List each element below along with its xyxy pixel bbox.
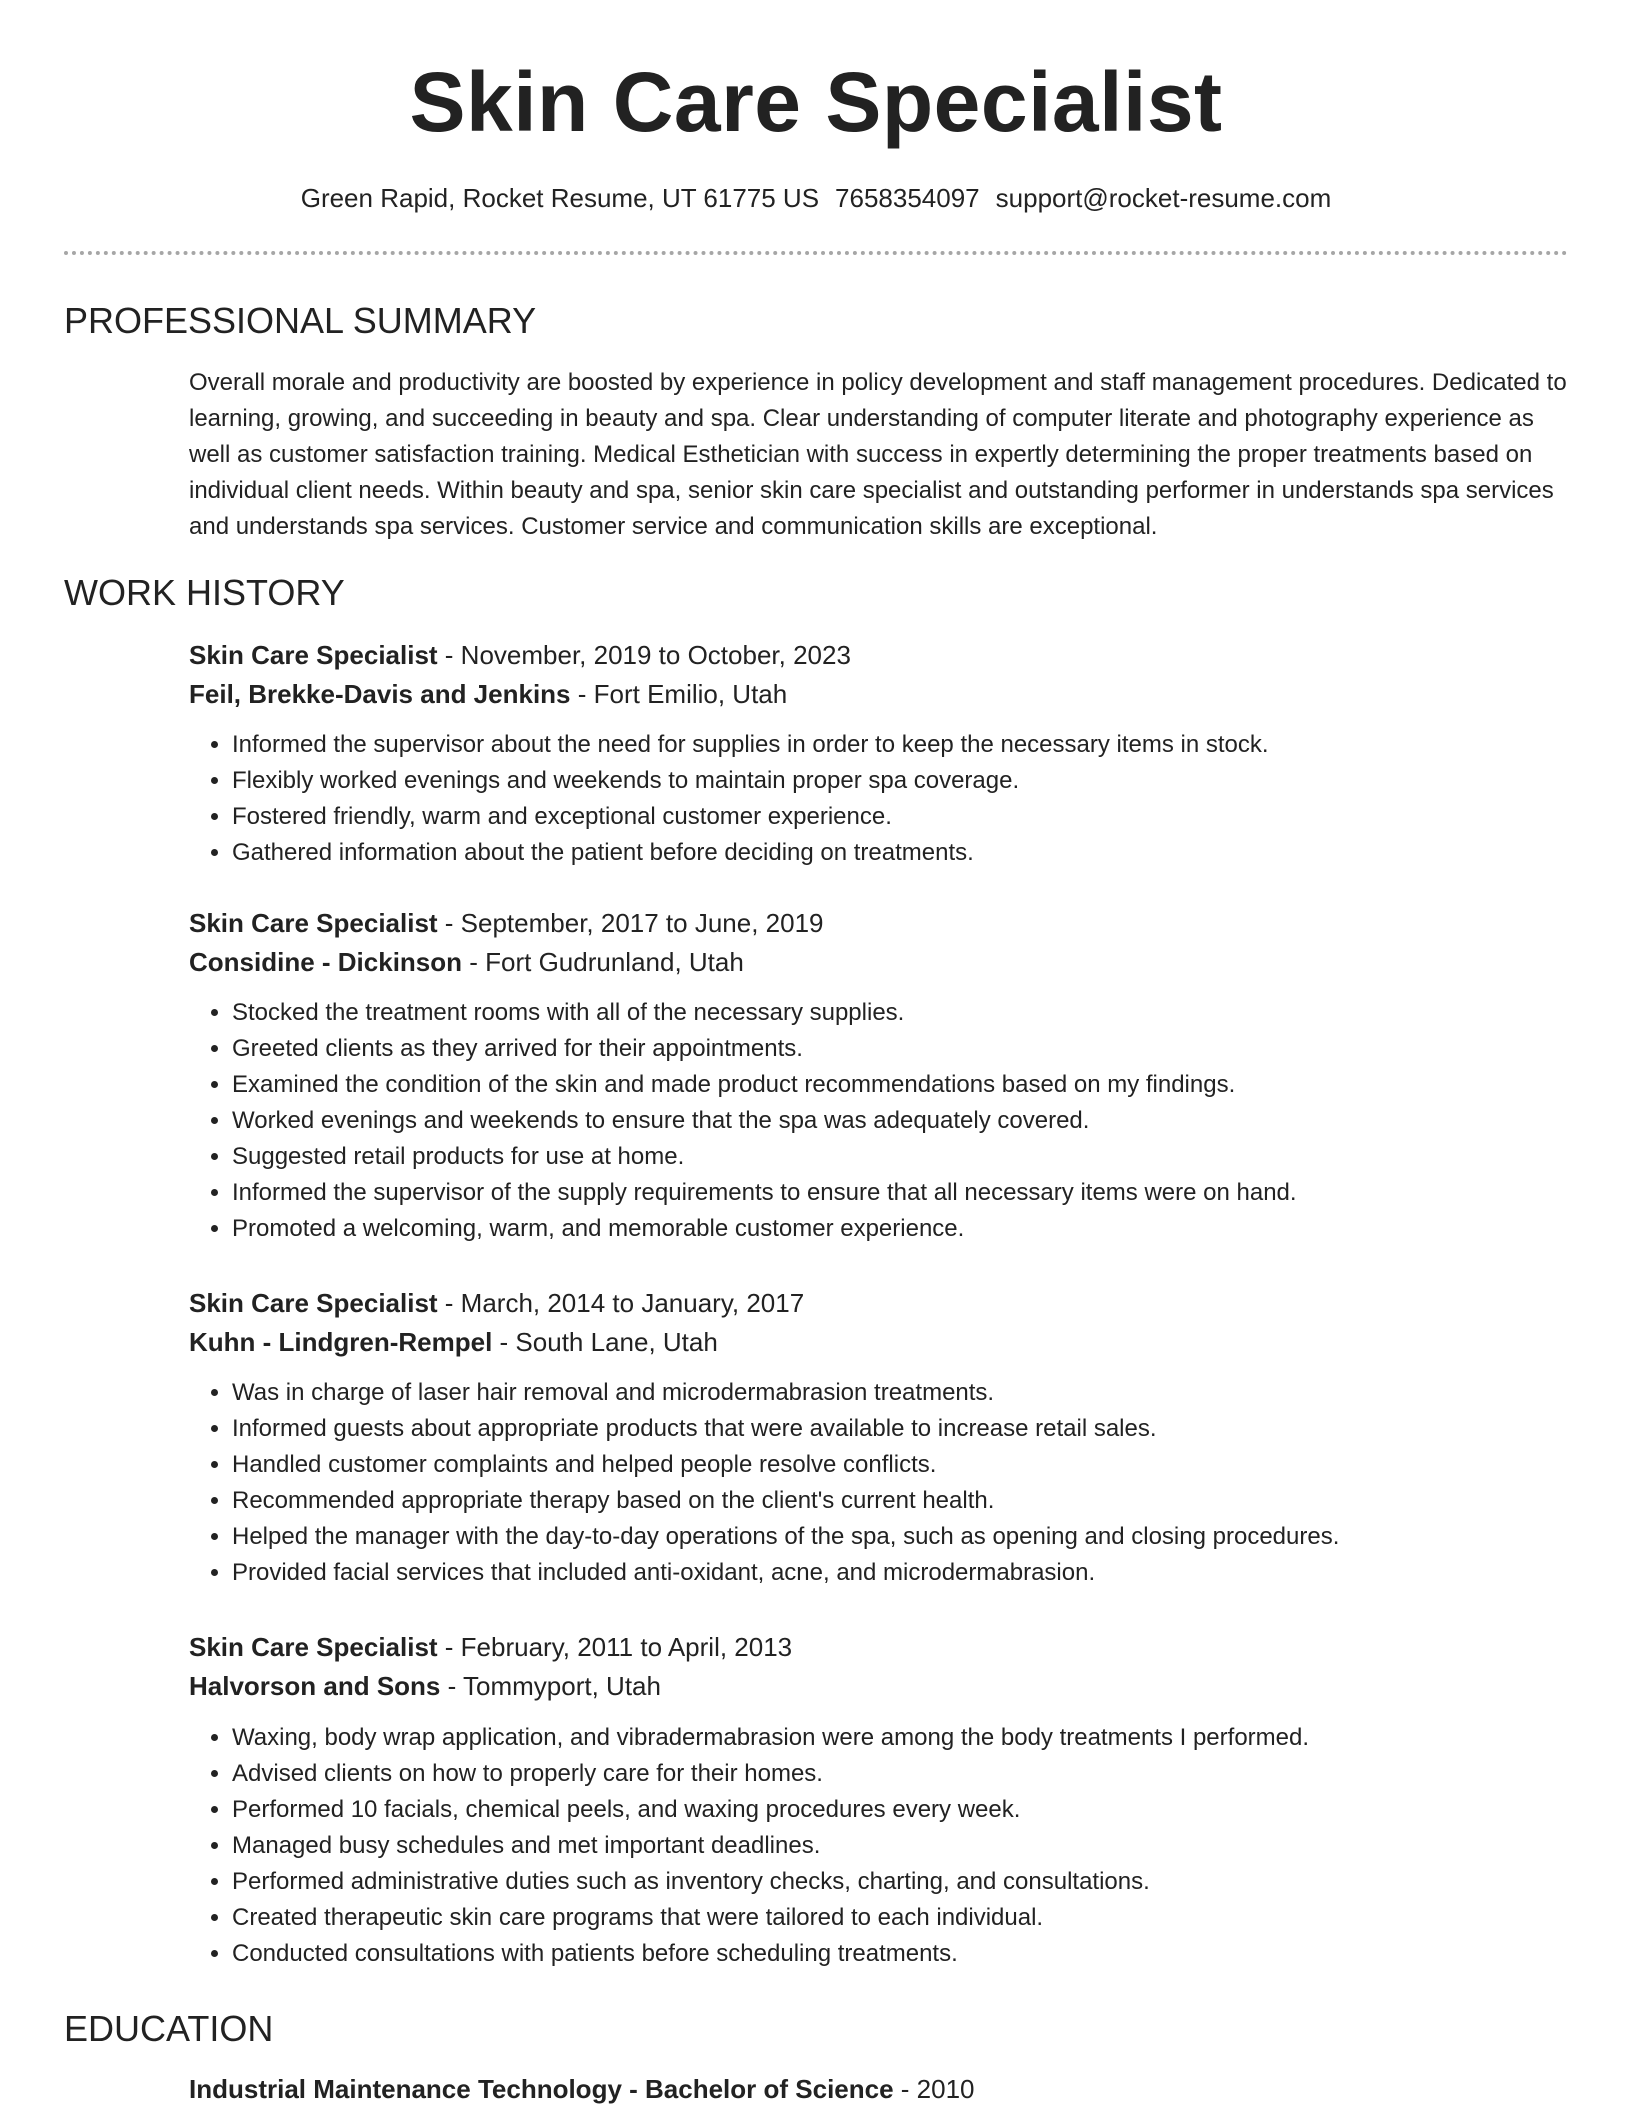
job-company: Feil, Brekke-Davis and Jenkins	[189, 679, 571, 709]
job-company: Kuhn - Lindgren-Rempel	[189, 1327, 493, 1357]
job-location: - Tommyport, Utah	[440, 1671, 661, 1701]
job-bullet: • Suggested retail products for use at home.	[232, 1139, 1297, 1175]
job-bullet: • Promoted a welcoming, warm, and memorable customer experience.	[232, 1211, 1297, 1247]
job-dates: - September, 2017 to June, 2019	[437, 908, 824, 938]
job-dates: - March, 2014 to January, 2017	[437, 1288, 805, 1318]
education-degree: Industrial Maintenance Technology - Bachelor of Science	[189, 2074, 894, 2104]
job-company-line	[189, 676, 787, 712]
job-bullet: • Was in charge of laser hair removal and microdermabrasion treatments.	[232, 1375, 1339, 1411]
section-title-work-history: WORK HISTORY	[64, 572, 345, 613]
job-location: - Fort Gudrunland, Utah	[462, 947, 744, 977]
job-dates: - November, 2019 to October, 2023	[437, 640, 851, 670]
job-bullet: • Conducted consultations with patients before scheduling treatments.	[232, 1936, 1309, 1972]
job-dates: - February, 2011 to April, 2013	[437, 1632, 793, 1662]
job-bullet: • Gathered information about the patient before deciding on treatments.	[232, 835, 1269, 871]
job-bullet: • Handled customer complaints and helped people resolve conflicts.	[232, 1447, 1339, 1483]
contact-address: Green Rapid, Rocket Resume, UT 61775 US	[300, 183, 820, 213]
job-title-line	[189, 905, 824, 941]
job-bullet: • Created therapeutic skin care programs that were tailored to each individual.	[232, 1900, 1309, 1936]
job-location: - South Lane, Utah	[492, 1327, 718, 1357]
job-company-line	[189, 944, 744, 980]
job-bullet: • Examined the condition of the skin and made product recommendations based on my findings.	[232, 1067, 1297, 1103]
job-bullet: • Fostered friendly, warm and exceptional customer experience.	[232, 799, 1269, 835]
job-bullet: • Flexibly worked evenings and weekends to maintain proper spa coverage.	[232, 763, 1269, 799]
job-location: - Fort Emilio, Utah	[570, 679, 788, 709]
job-bullet: • Helped the manager with the day-to-day operations of the spa, such as opening and closing procedures.	[232, 1519, 1339, 1555]
job-bullet-list	[189, 1720, 1309, 1972]
job-title-line	[189, 637, 851, 673]
job-company-line	[189, 1324, 718, 1360]
job-bullet: • Performed 10 facials, chemical peels, and waxing procedures every week.	[232, 1792, 1309, 1828]
job-bullet: • Informed the supervisor about the need for supplies in order to keep the necessary items in stock.	[232, 727, 1269, 763]
job-role: Skin Care Specialist	[189, 1632, 438, 1662]
job-bullet-list	[189, 995, 1297, 1247]
job-bullet: • Informed guests about appropriate products that were available to increase retail sales.	[232, 1411, 1339, 1447]
contact-phone: 7658354097	[835, 183, 980, 213]
job-role: Skin Care Specialist	[189, 1288, 438, 1318]
resume-name: Skin Care Specialist	[409, 55, 1223, 149]
job-bullet: • Greeted clients as they arrived for their appointments.	[232, 1031, 1297, 1067]
job-role: Skin Care Specialist	[189, 640, 438, 670]
job-bullet: • Informed the supervisor of the supply requirements to ensure that all necessary items were on hand.	[232, 1175, 1297, 1211]
education-line	[189, 2071, 975, 2107]
job-bullet: • Provided facial services that included anti-oxidant, acne, and microdermabrasion.	[232, 1555, 1339, 1591]
summary-text: Overall morale and productivity are boosted by experience in policy development and staff management procedures. Dedicated to learning, growing, and succeeding in beauty and spa. Clear understanding of computer literate and photography experience as well as customer satisfaction training. Medical Esthetician with success in expertly determining the proper treatments based on individual client needs. Within beauty and spa, senior skin care specialist and outstanding performer in understands spa services and understands spa services. Customer service and communication skills are exceptional.	[189, 369, 1567, 540]
job-bullet-list	[189, 1375, 1339, 1591]
section-title-summary: PROFESSIONAL SUMMARY	[64, 300, 537, 341]
job-bullet: • Advised clients on how to properly care for their homes.	[232, 1756, 1309, 1792]
job-bullet: • Stocked the treatment rooms with all of the necessary supplies.	[232, 995, 1297, 1031]
section-title-education: EDUCATION	[64, 2008, 274, 2049]
job-company-line	[189, 1668, 661, 1704]
job-bullet: • Waxing, body wrap application, and vibradermabrasion were among the body treatments I performed.	[232, 1720, 1309, 1756]
job-company: Considine - Dickinson	[189, 947, 463, 977]
job-company: Halvorson and Sons	[189, 1671, 441, 1701]
job-bullet: • Recommended appropriate therapy based on the client's current health.	[232, 1483, 1339, 1519]
header-divider	[64, 251, 1568, 255]
job-bullet-list	[189, 727, 1269, 871]
job-bullet: • Performed administrative duties such as inventory checks, charting, and consultations.	[232, 1864, 1309, 1900]
contact-email: support@rocket-resume.com	[995, 183, 1332, 213]
job-bullet: • Managed busy schedules and met important deadlines.	[232, 1828, 1309, 1864]
job-bullet: • Worked evenings and weekends to ensure that the spa was adequately covered.	[232, 1103, 1297, 1139]
job-role: Skin Care Specialist	[189, 908, 438, 938]
job-title-line	[189, 1285, 804, 1321]
job-title-line	[189, 1629, 792, 1665]
contact-line	[0, 180, 1632, 216]
education-year: - 2010	[893, 2074, 975, 2104]
